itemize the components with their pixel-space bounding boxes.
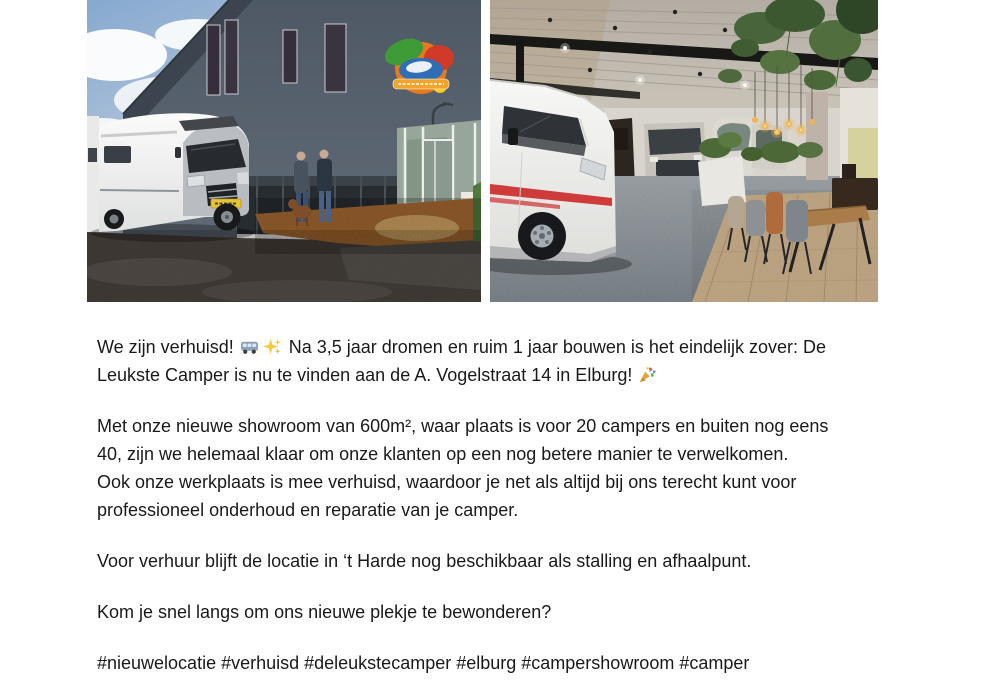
text-segment: Na 3,5 jaar dromen en ruim 1 jaar bouwen is het eindelijk zover: De [289, 337, 826, 357]
paragraph-showroom [97, 412, 919, 524]
text-line: Voor verhuur blijft de locatie in ‘t Harde nog beschikbaar als stalling en afhaalpunt. [97, 547, 919, 575]
text-line: Kom je snel langs om ons nieuwe plekje te bewonderen? [97, 598, 919, 626]
text-line [97, 361, 919, 389]
paragraph-intro [97, 333, 919, 389]
sideboard [832, 178, 878, 210]
text-segment: Leukste Camper is nu te vinden aan de A. Vogelstraat 14 in Elburg! [97, 365, 632, 385]
hashtags-line: #nieuwelocatie #verhuisd #deleukstecamper #elburg #campershowroom #camper [97, 649, 919, 677]
sparkles-emoji [263, 337, 282, 356]
text-segment: We zijn verhuisd! [97, 337, 234, 357]
text-line: professioneel onderhoud en reparatie van je camper. [97, 496, 919, 524]
text-line: 40, zijn we helemaal klaar om onze klanten op een nog betere manier te verwelkomen. [97, 440, 919, 468]
post-text [97, 333, 919, 700]
text-line [97, 333, 919, 361]
exterior-photo [87, 0, 481, 302]
paragraph-invite [97, 598, 919, 626]
photo-strip [87, 0, 878, 302]
text-line: Met onze nieuwe showroom van 600m², waar plaats is voor 20 campers en buiten nog eens [97, 412, 919, 440]
party-popper-emoji [638, 365, 657, 384]
pillar [806, 92, 828, 180]
camper-van-emoji [240, 337, 259, 356]
paragraph-hashtags [97, 649, 919, 677]
side-mirror [508, 128, 518, 145]
paragraph-rental [97, 547, 919, 575]
interior-photo [490, 0, 878, 302]
text-line: Ook onze werkplaats is mee verhuisd, waardoor je net als altijd bij ons terecht kunt voor [97, 468, 919, 496]
